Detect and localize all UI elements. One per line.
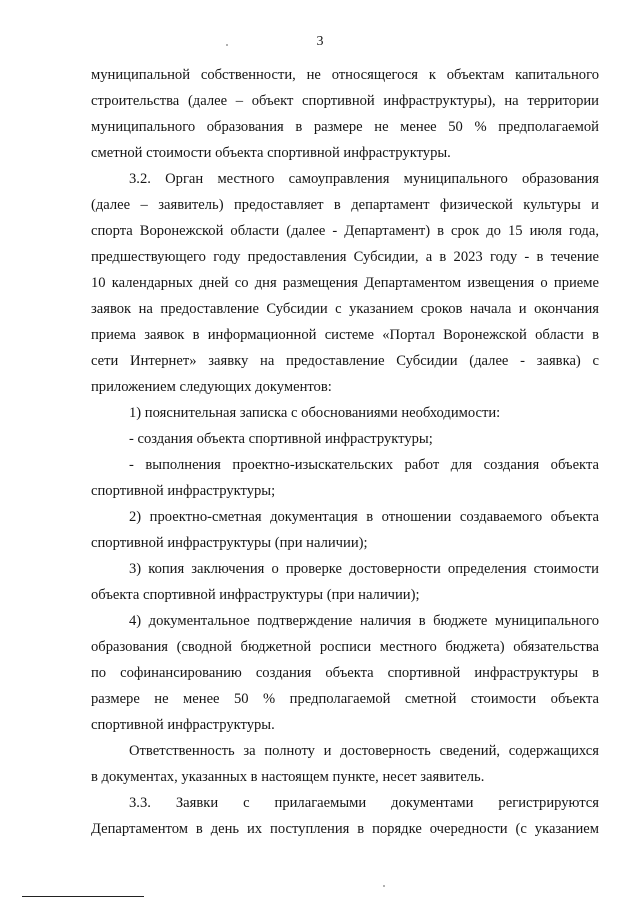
text-line: 3.2. Орган местного самоуправления муниципального образования bbox=[129, 171, 599, 187]
text-line: 10 календарных дней со дня размещения Департаментом извещения о приеме bbox=[91, 275, 599, 291]
text-line: приложением следующих документов: bbox=[91, 379, 332, 395]
text-line: 3) копия заключения о проверке достоверности определения стоимости bbox=[129, 561, 599, 577]
text-line: (далее – заявитель) предоставляет в департамент физической культуры и bbox=[91, 197, 599, 213]
text-line: в документах, указанных в настоящем пункте, несет заявитель. bbox=[91, 769, 485, 785]
text-line: спортивной инфраструктуры; bbox=[91, 483, 276, 499]
text-line: приема заявок в информационной системе «Портал Воронежской области в bbox=[91, 327, 599, 343]
text-line: заявок на предоставление Субсидии с указанием сроков начала и окончания bbox=[91, 301, 599, 317]
text-line: Департаментом в день их поступления в порядке очередности (с указанием bbox=[91, 821, 599, 837]
footnote-rule bbox=[22, 896, 144, 897]
text-line: - создания объекта спортивной инфраструктуры; bbox=[129, 431, 433, 447]
text-line: муниципальной собственности, не относящегося к объектам капитального bbox=[91, 67, 599, 83]
text-line: сметной стоимости объекта спортивной инфраструктуры. bbox=[91, 145, 451, 161]
text-line: Ответственность за полноту и достоверность сведений, содержащихся bbox=[129, 743, 599, 759]
document-body bbox=[91, 62, 599, 842]
text-line: спорта Воронежской области (далее - Департамент) в срок до 15 июля года, bbox=[91, 223, 599, 239]
text-line: 1) пояснительная записка с обоснованиями необходимости: bbox=[129, 405, 501, 421]
text-line: размере не менее 50 % предполагаемой сметной стоимости объекта bbox=[91, 691, 599, 707]
text-line: образования (сводной бюджетной росписи местного бюджета) обязательства bbox=[91, 639, 599, 655]
scan-speck bbox=[226, 44, 228, 46]
page-number: 3 bbox=[316, 34, 324, 49]
text-line: спортивной инфраструктуры. bbox=[91, 717, 275, 733]
text-line: объекта спортивной инфраструктуры (при наличии); bbox=[91, 587, 420, 603]
scan-speck bbox=[383, 885, 385, 887]
text-line: муниципального образования в размере не менее 50 % предполагаемой bbox=[91, 119, 599, 135]
text-line: спортивной инфраструктуры (при наличии); bbox=[91, 535, 368, 551]
text-line: предшествующего году предоставления Субсидии, а в 2023 году - в течение bbox=[91, 249, 599, 265]
text-line: сети Интернет» заявку на предоставление Субсидии (далее - заявка) с bbox=[91, 353, 599, 369]
text-line: 4) документальное подтверждение наличия в бюджете муниципального bbox=[129, 613, 599, 629]
text-line: - выполнения проектно-изыскательских работ для создания объекта bbox=[129, 457, 599, 473]
text-line: 3.3. Заявки с прилагаемыми документами регистрируются bbox=[129, 795, 599, 811]
text-line: 2) проектно-сметная документация в отношении создаваемого объекта bbox=[129, 509, 599, 525]
text-line: строительства (далее – объект спортивной инфраструктуры), на территории bbox=[91, 93, 599, 109]
text-line: по софинансированию создания объекта спортивной инфраструктуры в bbox=[91, 665, 599, 681]
